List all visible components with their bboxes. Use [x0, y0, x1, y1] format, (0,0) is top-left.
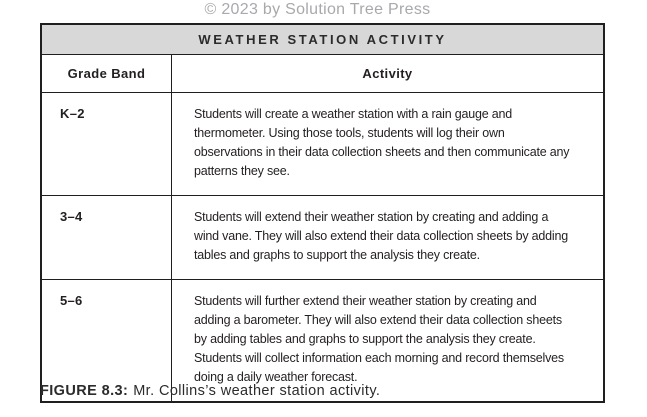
- activity-cell: Students will further extend their weather station by creating and adding a barometer. They will also extend their data collection sheets by adding tables and graphs to support the analysis they create. Students will collect information each morning and record themselves doing a daily weather forecast.: [194, 294, 564, 384]
- figure-caption-label: FIGURE 8.3:: [40, 383, 129, 399]
- weather-station-table: [40, 23, 605, 403]
- grade-band-cell: 3–4: [42, 196, 172, 279]
- copyright-line: © 2023 by Solution Tree Press: [204, 1, 431, 18]
- column-header-activity: Activity: [362, 66, 413, 81]
- table-header-row: [42, 55, 603, 93]
- grade-band-cell: 5–6: [42, 280, 172, 401]
- grade-band-cell: K–2: [42, 93, 172, 195]
- table-row: [42, 196, 603, 280]
- figure-caption-text: Mr. Collins’s weather station activity.: [133, 383, 381, 399]
- column-header-grade-band: Grade Band: [42, 55, 172, 92]
- table-row: [42, 93, 603, 196]
- table-title: WEATHER STATION ACTIVITY: [42, 25, 603, 55]
- activity-cell: Students will extend their weather station by creating and adding a wind vane. They will also extend their data collection sheets by adding tables and graphs to support the analysis they create.: [194, 210, 568, 262]
- figure-caption: [40, 383, 380, 399]
- activity-cell: Students will create a weather station with a rain gauge and thermometer. Using those tools, students will log their own observations in their data collection sheets and then communicate any patterns they see.: [194, 107, 570, 178]
